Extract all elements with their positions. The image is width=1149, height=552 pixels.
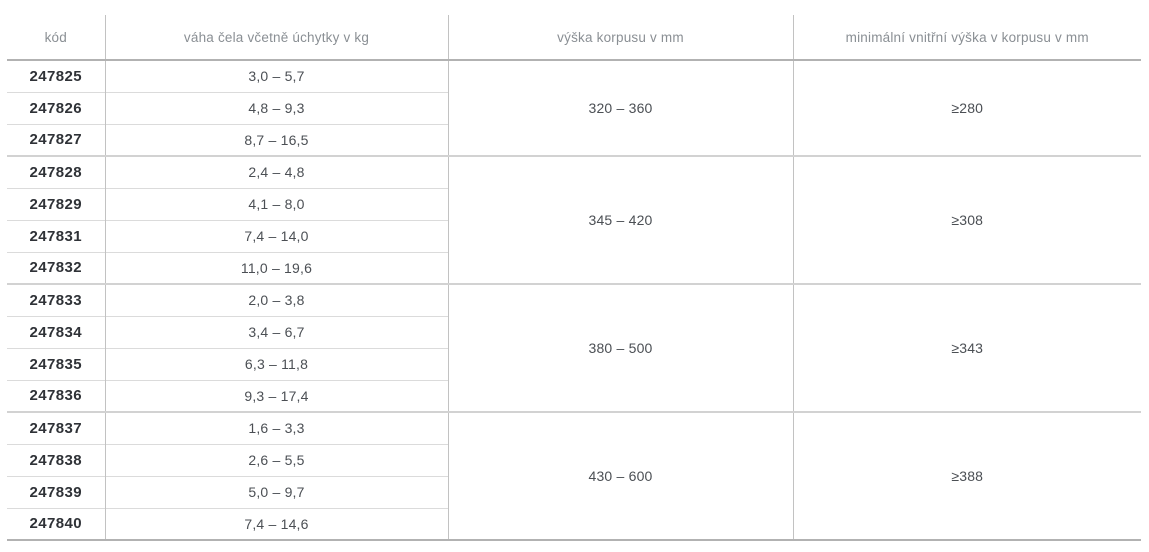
cell-code: 247834 [7,316,105,348]
cell-weight: 3,0 – 5,7 [105,60,448,92]
cell-code: 247833 [7,284,105,316]
column-header-vyska-korpusu: výška korpusu v mm [448,15,793,60]
cell-min-inner-height: ≥343 [793,284,1141,412]
cell-code: 247829 [7,188,105,220]
cell-weight: 2,0 – 3,8 [105,284,448,316]
cell-min-inner-height: ≥388 [793,412,1141,540]
cell-weight: 4,8 – 9,3 [105,92,448,124]
cell-code: 247828 [7,156,105,188]
product-spec-table [7,15,1141,541]
cell-weight: 5,0 – 9,7 [105,476,448,508]
cell-weight: 7,4 – 14,6 [105,508,448,540]
cell-height-range: 345 – 420 [448,156,793,284]
cell-code: 247839 [7,476,105,508]
cell-height-range: 380 – 500 [448,284,793,412]
table-row [7,60,1141,92]
cell-height-range: 430 – 600 [448,412,793,540]
table-row [7,284,1141,316]
column-header-min-vnitrni-vyska: minimální vnitřní výška v korpusu v mm [793,15,1141,60]
cell-code: 247836 [7,380,105,412]
cell-code: 247831 [7,220,105,252]
cell-weight: 11,0 – 19,6 [105,252,448,284]
cell-code: 247840 [7,508,105,540]
cell-weight: 2,6 – 5,5 [105,444,448,476]
cell-min-inner-height: ≥280 [793,60,1141,156]
cell-weight: 3,4 – 6,7 [105,316,448,348]
cell-code: 247827 [7,124,105,156]
cell-code: 247838 [7,444,105,476]
table-row [7,156,1141,188]
table-row [7,412,1141,444]
cell-weight: 4,1 – 8,0 [105,188,448,220]
cell-weight: 8,7 – 16,5 [105,124,448,156]
cell-code: 247835 [7,348,105,380]
column-header-kod: kód [7,15,105,60]
cell-weight: 6,3 – 11,8 [105,348,448,380]
column-header-vaha-cela: váha čela včetně úchytky v kg [105,15,448,60]
cell-code: 247826 [7,92,105,124]
cell-weight: 9,3 – 17,4 [105,380,448,412]
cell-code: 247825 [29,67,82,85]
cell-weight: 1,6 – 3,3 [105,412,448,444]
cell-code: 247832 [7,252,105,284]
cell-weight: 7,4 – 14,0 [105,220,448,252]
cell-min-inner-height: ≥308 [793,156,1141,284]
header-row [7,15,1141,60]
cell-height-range: 320 – 360 [448,60,793,156]
cell-weight: 2,4 – 4,8 [105,156,448,188]
cell-code: 247837 [7,412,105,444]
